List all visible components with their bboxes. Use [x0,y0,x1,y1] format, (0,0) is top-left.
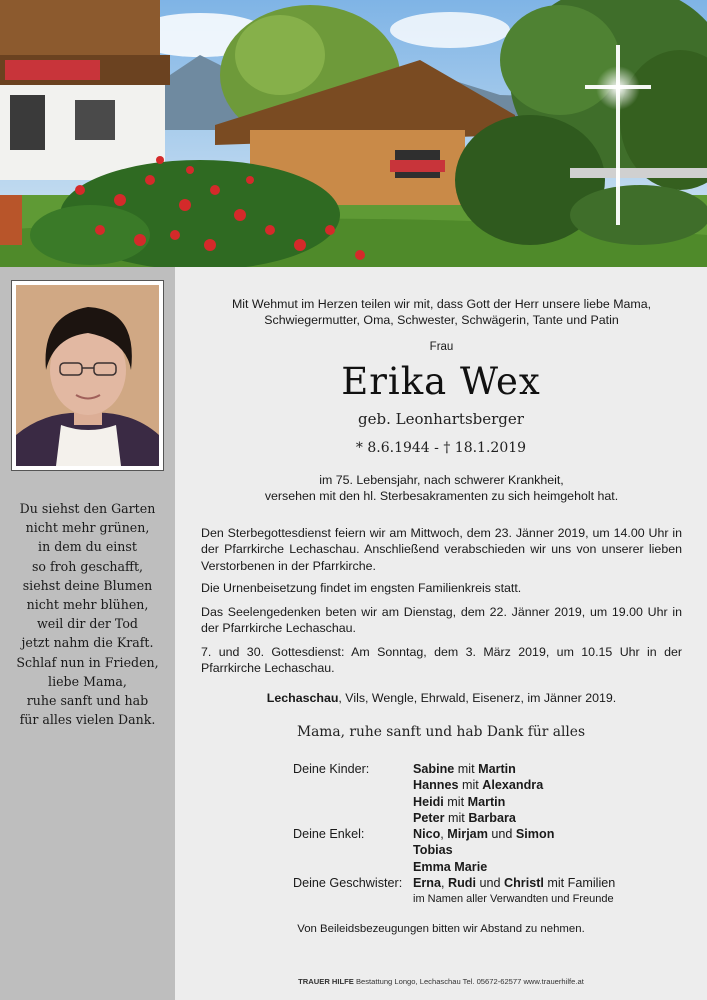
sidebar [0,267,175,1000]
poem-line: liebe Mama, [48,673,127,689]
poem [0,499,175,729]
motto: Mama, ruhe sanft und hab Dank für alles [296,724,586,740]
family-name: Erna [413,876,441,891]
connector-text: mit Familien [543,876,616,891]
footer-brand: TRAUER HILFE [298,977,354,986]
life-dates: * 8.6.1944 - † 18.1.2019 [355,440,527,456]
child-line [413,777,543,793]
urn-burial-text: Die Urnenbeisetzung findet im engsten Familienkreis statt. [201,581,522,595]
connector-text: mit [454,762,479,776]
place-date-line [201,690,682,706]
footer-text: Bestattung Longo, Lechaschau Tel. 05672-62577 www.trauerhilfe.at [353,977,584,986]
connector-text: mit [458,778,483,793]
poem-line: Schlaf nun in Frieden, [16,654,159,670]
place-bold: Lechaschau [266,691,339,705]
family-name: Peter [413,810,445,825]
connector-text: , [441,876,448,891]
maiden-name: geb. Leonhartsberger [358,410,524,428]
poem-line: ruhe sanft und hab [26,693,149,709]
connector-text: und [475,876,504,891]
place-rest: , Vils, Wengle, Ehrwald, Eisenerz, im Jänner 2019. [338,691,617,705]
siblings-names [413,875,615,908]
poem-line: so froh geschafft, [31,558,144,574]
relatives-line: im Namen aller Verwandten und Freunde [413,893,614,906]
intro-line: Mit Wehmut im Herzen teilen wir mit, dass Gott der Herr unsere liebe Mama, [231,297,652,311]
family-name: Simon [515,827,555,842]
grandchildren-label: Deine Enkel: [293,827,365,842]
grandchildren-line [413,842,554,858]
family-name: Christl [504,876,544,891]
siblings-row [293,875,693,908]
connector-text: mit [444,810,469,825]
connector-text: mit [443,794,468,809]
children-label: Deine Kinder: [293,762,370,776]
children-row [293,761,693,826]
family-name: Nico [413,827,441,842]
poem-line: weil dir der Tod [36,616,138,632]
family-name: Martin [467,794,506,809]
condolence-note: Von Beileidsbezeugungen bitten wir Abstand zu nehmen. [297,923,585,935]
poem-line: siehst deine Blumen [22,577,153,593]
footer [175,977,707,986]
deceased-name: Erika Wex [341,360,541,403]
poem-line: für alles vielen Dank. [19,712,156,728]
memorial-service-text: 7. und 30. Gottesdienst: Am Sonntag, dem 3. März 2019, um 10.15 Uhr in der Pfarrkirche Lechaschau. [201,645,682,676]
family-name: Hannes [413,778,459,793]
family-name: Alexandra [482,778,544,793]
child-line [413,810,543,826]
grandchildren-line [413,826,554,842]
poem-line: Du siehst den Garten [19,501,156,516]
grandchildren-line [413,859,554,875]
child-line [413,794,543,810]
poem-line: nicht mehr blühen, [26,597,149,613]
children-names [413,761,543,826]
portrait-photo [16,285,159,466]
connector-text: und [487,827,516,842]
grandchild-name: Emma Marie [413,859,488,874]
age-text [201,472,682,505]
family-name: Sabine [413,762,455,776]
salutation: Frau [429,341,454,353]
connector-text: , [440,827,448,842]
header-garden-photo [0,0,707,267]
family-name: Rudi [448,876,476,891]
family-name: Mirjam [447,827,488,842]
family-name: Martin [478,762,516,776]
grandchildren-row [293,826,693,875]
intro-text [201,296,682,329]
poem-line: in dem du einst [38,539,137,555]
siblings-line [413,875,615,891]
family-name: Heidi [413,794,444,809]
poem-line: jetzt nahm die Kraft. [21,635,154,651]
siblings-label: Deine Geschwister: [293,876,403,891]
obituary-text [175,267,707,1000]
family-list [293,761,693,908]
poem-line: nicht mehr grünen, [25,520,150,536]
age-line: versehen mit den hl. Sterbesakramenten zu sich heimgeholt hat. [264,489,619,504]
rosary-text: Das Seelengedenken beten wir am Dienstag, dem 22. Jänner 2019, um 19.00 Uhr in der Pfarrkirche Lechaschau. [201,605,682,636]
child-line [413,761,543,777]
age-line: im 75. Lebensjahr, nach schwerer Krankheit, [319,473,564,487]
family-name: Barbara [468,810,516,825]
grandchild-name: Tobias [413,843,453,858]
funeral-service-text: Den Sterbegottesdienst feiern wir am Mittwoch, dem 23. Jänner 2019, um 14.00 Uhr in der Pfarrkirche Lechaschau. Anschließend verabschieden wir uns von unserer lieben Verstorbenen in der Pfarrkirche. [201,526,682,573]
portrait-frame [11,280,164,471]
intro-line: Schwiegermutter, Oma, Schwester, Schwägerin, Tante und Patin [264,313,619,328]
grandchildren-names [413,826,554,875]
